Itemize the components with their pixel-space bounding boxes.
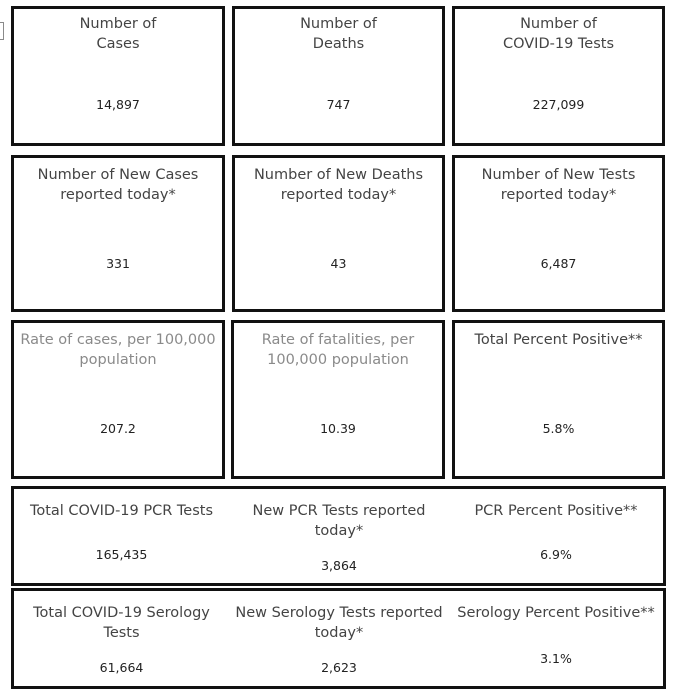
pcr-percent-label: PCR Percent Positive** — [474, 503, 638, 519]
pcr-total-cell — [14, 489, 229, 583]
tile-case-rate[interactable] — [11, 320, 225, 479]
pcr-percent-value: 6.9% — [540, 547, 572, 562]
tile-value: 207.2 — [100, 421, 136, 436]
tile-value: 10.39 — [320, 421, 356, 436]
serology-total-cell — [14, 591, 229, 686]
tile-label: Rate of cases, per 100,000 population — [20, 332, 216, 368]
tile-value: 331 — [106, 256, 130, 271]
tile-number-of-deaths[interactable] — [232, 6, 445, 146]
serology-new-value: 2,623 — [321, 660, 357, 675]
serology-total-value: 61,664 — [99, 660, 144, 675]
tile-label: Number of New Deaths reported today* — [253, 167, 424, 203]
pcr-new-value: 3,864 — [321, 558, 357, 573]
tile-number-of-tests[interactable] — [452, 6, 665, 146]
serology-percent-value: 3.1% — [540, 651, 572, 666]
sheet-edge-marker — [0, 22, 4, 40]
tile-label: Total Percent Positive** — [474, 332, 643, 348]
serology-tests-panel[interactable] — [11, 588, 666, 689]
tile-fatality-rate[interactable] — [231, 320, 445, 479]
serology-new-cell — [229, 591, 449, 686]
tile-label: Number of New Tests reported today* — [481, 167, 636, 203]
tile-label: Number of Deaths — [300, 16, 377, 52]
serology-total-label: Total COVID-19 Serology Tests — [33, 605, 210, 641]
serology-percent-cell — [449, 591, 663, 686]
tile-value: 6,487 — [540, 256, 577, 271]
pcr-percent-cell — [449, 489, 663, 583]
tile-new-deaths-today[interactable] — [232, 155, 445, 312]
serology-new-label: New Serology Tests reported today* — [235, 605, 443, 641]
serology-percent-label: Serology Percent Positive** — [457, 605, 655, 621]
tile-value: 43 — [330, 256, 347, 271]
tile-new-cases-today[interactable] — [11, 155, 225, 312]
tile-value: 14,897 — [96, 97, 140, 112]
pcr-total-label: Total COVID-19 PCR Tests — [29, 503, 214, 519]
pcr-tests-panel[interactable] — [11, 486, 666, 586]
pcr-new-label: New PCR Tests reported today* — [252, 503, 426, 539]
pcr-total-value: 165,435 — [95, 547, 148, 562]
tile-value: 747 — [326, 97, 351, 112]
tile-number-of-cases[interactable] — [11, 6, 225, 146]
tile-label: Number of COVID-19 Tests — [502, 16, 615, 52]
tile-total-percent-positive[interactable] — [452, 320, 665, 479]
tile-label: Number of Cases — [79, 16, 157, 52]
tile-value: 227,099 — [532, 97, 585, 112]
tile-label: Rate of fatalities, per 100,000 population — [261, 332, 415, 368]
tile-value: 5.8% — [542, 421, 575, 436]
pcr-new-cell — [229, 489, 449, 583]
tile-new-tests-today[interactable] — [452, 155, 665, 312]
tile-label: Number of New Cases reported today* — [37, 167, 199, 203]
